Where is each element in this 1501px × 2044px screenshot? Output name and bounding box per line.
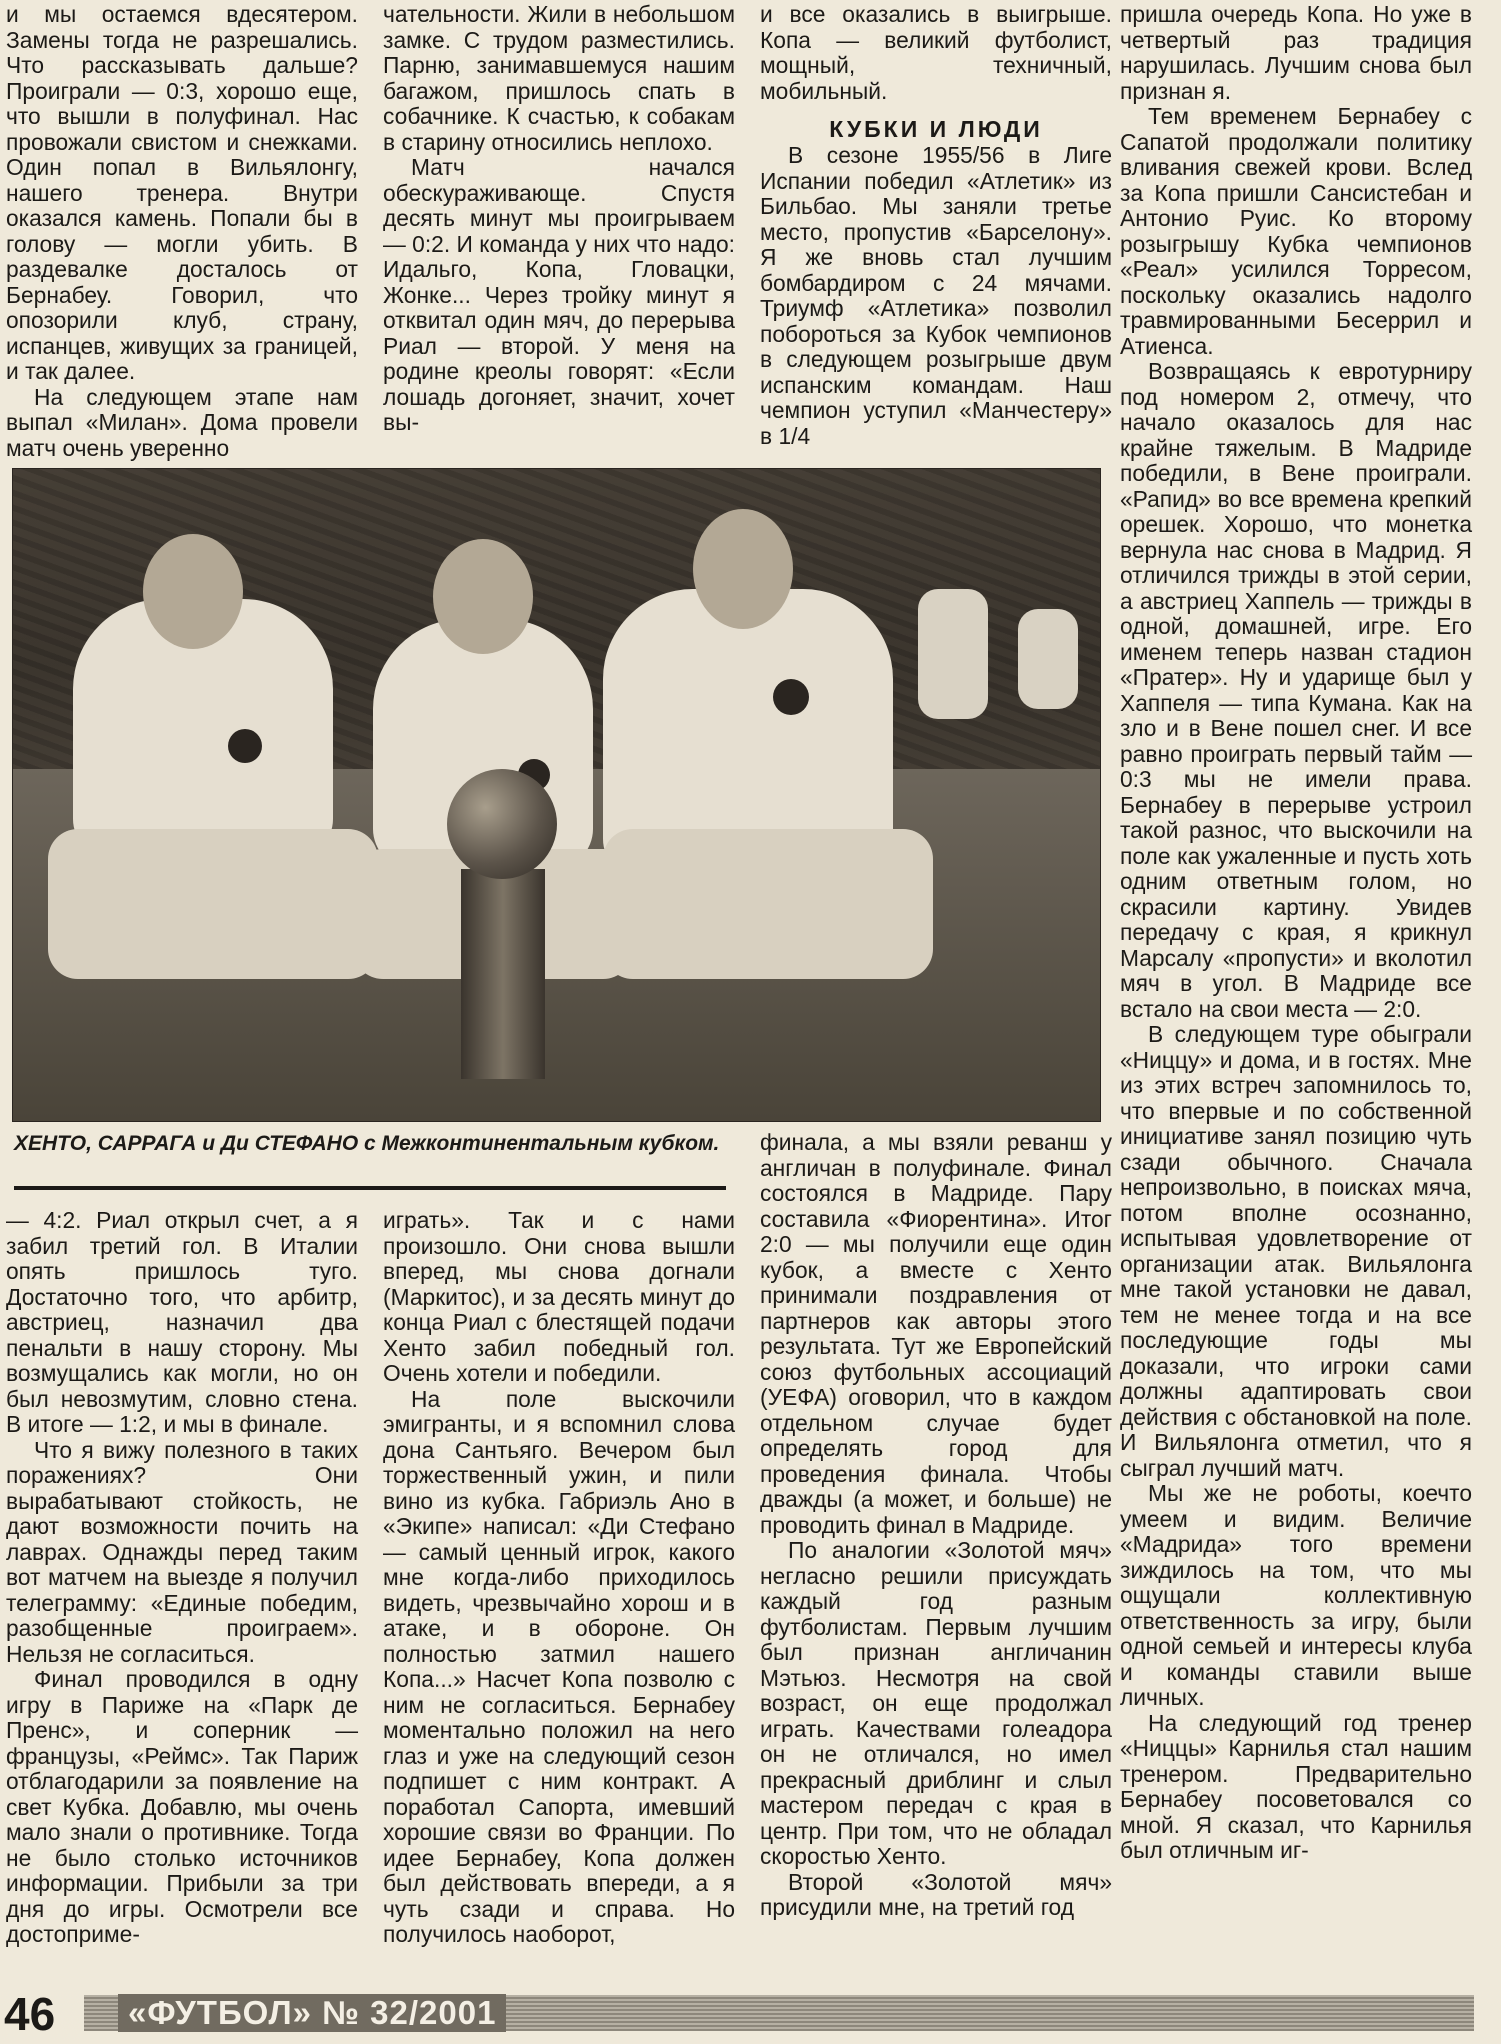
paragraph: По аналогии «Золотой мяч» негласно решили присуждать каждый год разным футболистам. Первым лучшим был признан англичанин Мэтьюз. Несмотря на свой возраст, он еще продолжал играть. Качествами голеадора он не отличался, но имел прекрасный дриблинг и слыл мастером передач с края в центр. При том, что не обладал скоростью Хенто.: [760, 1537, 1112, 1869]
column-2: [383, 2, 735, 457]
cup-stand: [461, 869, 545, 1079]
column-4: [1120, 2, 1472, 1910]
page-number: 46: [4, 1988, 56, 2040]
paragraph: чательности. Жили в небольшом замке. С трудом разместились. Парню, занимавшемуся нашим багажом, пришлось спать в собачнике. К счастью, к собакам в старину относились неплохо.: [383, 1, 735, 155]
team-photo: [12, 468, 1101, 1122]
paragraph: На следующий год тренер «Ниццы» Карнилья стал нашим тренером. Предварительно Бернабеу посоветовался со мной. Я сказал, что Карнилья был отличным иг-: [1120, 1709, 1472, 1863]
column-7: [760, 1129, 1112, 1920]
column-6: [383, 1207, 735, 1947]
paragraph: На следующем этапе нам выпал «Милан». Дома провели матч очень уверенно: [6, 383, 358, 461]
paragraph: Что я вижу полезного в таких поражениях? Они вырабатывают стойкость, не дают возможности почить на лаврах. Однажды перед таким вот матчем на выезде я получил телеграмму: «Единые победим, разобщенные проиграем». Нельзя не согласиться.: [6, 1436, 358, 1667]
trophy-ball: [447, 769, 557, 879]
paragraph: — 4:2. Риал открыл счет, а я забил третий гол. В Италии опять пришлось туго. Достаточно того, что арбитр, австриец, назначил два пенальти в нашу сторону. Мы возмущались как могли, но он был невозмутим, словно стена. В итоге — 1:2, и мы в финале.: [6, 1207, 358, 1437]
caption-divider: [14, 1186, 726, 1190]
column-5: [6, 1207, 358, 1947]
paragraph: Мы же не роботы, коечто умеем и видим. Величие «Мадрида» того времени зиждилось на том, что мы ощущали коллективную ответственность за игру, были одной семьей и интересы клуба и команды ставили выше личных.: [1120, 1480, 1472, 1710]
section-heading: КУБКИ И ЛЮДИ: [829, 116, 1043, 142]
paragraph: Финал проводился в одну игру в Париже на «Парк де Пренс», и соперник — французы, «Реймс». Так Париж отблагодарили за появление на свет Кубка. Добавлю, мы очень мало знали о противнике. Тогда не было столько источников информации. Прибыли за три дня до игры. Осмотрели все достоприме-: [6, 1666, 358, 1947]
paragraph: и все оказались в выигрыше. Копа — великий футболист, мощный, техничный, мобильный.: [760, 1, 1112, 104]
paragraph: В сезоне 1955/56 в Лиге Испании победил «Атлетик» из Бильбао. Мы заняли третье место, пропустив «Барселону». Я же вновь стал лучшим бомбардиром с 24 мячами. Триумф «Атлетика» позволил побороться за Кубок чемпионов в следующем розыгрыше двум испанским командам. Наш чемпион уступил «Манчестеру» в 1/4: [760, 142, 1112, 449]
paragraph: пришла очередь Копа. Но уже в четвертый раз традиция нарушилась. Лучшим снова был признан я.: [1120, 1, 1472, 104]
paragraph: В следующем туре обыграли «Ниццу» и дома, и в гостях. Мне из этих встреч запомнилось то, что впервые и по собственной инициативе занял позицию чуть сзади обычного. Сначала непроизвольно, в поисках мяча, потом вполне осознанно, испытывая удовлетворение от организации атак. Вильялонга мне такой установки не давал, тем не менее тогда и на все последующие годы мы доказали, что игроки сами должны адаптировать свои действия с обстановкой на поле. И Вильялонга отметил, что я сыграл лучший матч.: [1120, 1021, 1472, 1481]
paragraph: Тем временем Бернабеу с Сапатой продолжали политику вливания свежей крови. Вслед за Копа пришли Сансистебан и Антонио Руис. Ко второму розыгрышу Кубка чемпионов «Реал» усилился Торресом, поскольку оказались надолго травмированными Бесеррил и Атиенса.: [1120, 103, 1472, 359]
paragraph: Матч начался обескураживающе. Спустя десять минут мы проигрываем — 0:2. И команда у них что надо: Идальго, Копа, Гловацки, Жонке... Через тройку минут я отквитал один мяч, до перерыва Риал — второй. У меня на родине креолы говорят: «Если лошадь догоняет, значит, хочет вы-: [383, 154, 735, 435]
paragraph: Второй «Золотой мяч» присудили мне, на третий год: [760, 1868, 1112, 1920]
column-1: [6, 1, 358, 461]
paragraph: Возвращаясь к евротурниру под номером 2, отмечу, что начало оказалось для нас крайне тяжелым. В Мадриде победили, в Вене проиграли. «Рапид» во все времена крепкий орешек. Хорошо, что монетка вернула нас снова в Мадрид. Я отличился трижды в этой серии, а австриец Хаппель — трижды в одной, домашней, игре. Его именем теперь назван стадион «Пратер». Ну и ударище был у Хаппеля — типа Кумана. Как на зло и в Вене пошел снег. И все равно проиграть первый тайм — 0:3 мы не имели права. Бернабеу в перерыве устроил такой разнос, что выскочили на поле как ужаленные и пусть хоть одним ответным голом, но скрасили картину. Увидев передачу с края, я крикнул Марсалу «пропусти» и вколотил мяч в угол. В Мадриде все встало на свои места — 2:0.: [1120, 358, 1472, 1022]
paragraph: На поле выскочили эмигранты, и я вспомнил слова дона Сантьяго. Вечером был торжественный ужин, и пили вино из кубка. Габриэль Ано в «Экипе» написал: «Ди Стефано — самый ценный игрок, какого мне когда-либо приходилось видеть, чрезвычайно хорош и в атаке, и в обороне. Он полностью затмил нашего Копа...» Насчет Копа позволю с ним не согласиться. Бернабеу моментально положил на него глаз и уже на следующий сезон подпишет с ним контракт. А поработал Сапорта, имевший хорошие связи во Франции. По идее Бернабеу, Копа должен был действовать впереди, а я чуть сзади и справа. Но получилось наоборот,: [383, 1385, 735, 1947]
magazine-title: «ФУТБОЛ» № 32/2001: [118, 1994, 506, 2032]
column-3: [760, 2, 1112, 457]
paragraph: играть». Так и с нами произошло. Они снова вышли вперед, мы снова догнали (Маркитос), и за десять минут до конца Риал с блестящей подачи Хенто забил победный гол. Очень хотели и победили.: [383, 1207, 735, 1386]
photo-caption: ХЕНТО, САРРАГА и Ди СТЕФАНО с Межконтинентальным кубком.: [14, 1132, 720, 1155]
paragraph: и мы остаемся вдесятером. Замены тогда не разрешались. Что рассказывать дальше? Проиграли — 0:3, хорошо еще, что вышли в полуфинал. Нас провожали свистом и снежками. Один попал в Вильялонгу, нашего тренера. Внутри оказался камень. Попали бы в голову — могли убить. В раздевалке досталось от Бернабеу. Говорил, что опозорили клуб, страну, испанцев, живущих за границей, и так далее.: [6, 1, 358, 384]
paragraph: финала, а мы взяли реванш у англичан в полуфинале. Финал состоялся в Мадриде. Пару составила «Фиорентина». Итог 2:0 — мы получили еще один кубок, а вместе с Хенто принимали поздравления от партнеров как авторы этого результата. Тут же Европейский союз футбольных ассоциаций (УЕФА) оговорил, что в каждом отдельном случае будет определять город для проведения финала. Чтобы дважды (а может, и больше) не проводить финал в Мадриде.: [760, 1129, 1112, 1538]
